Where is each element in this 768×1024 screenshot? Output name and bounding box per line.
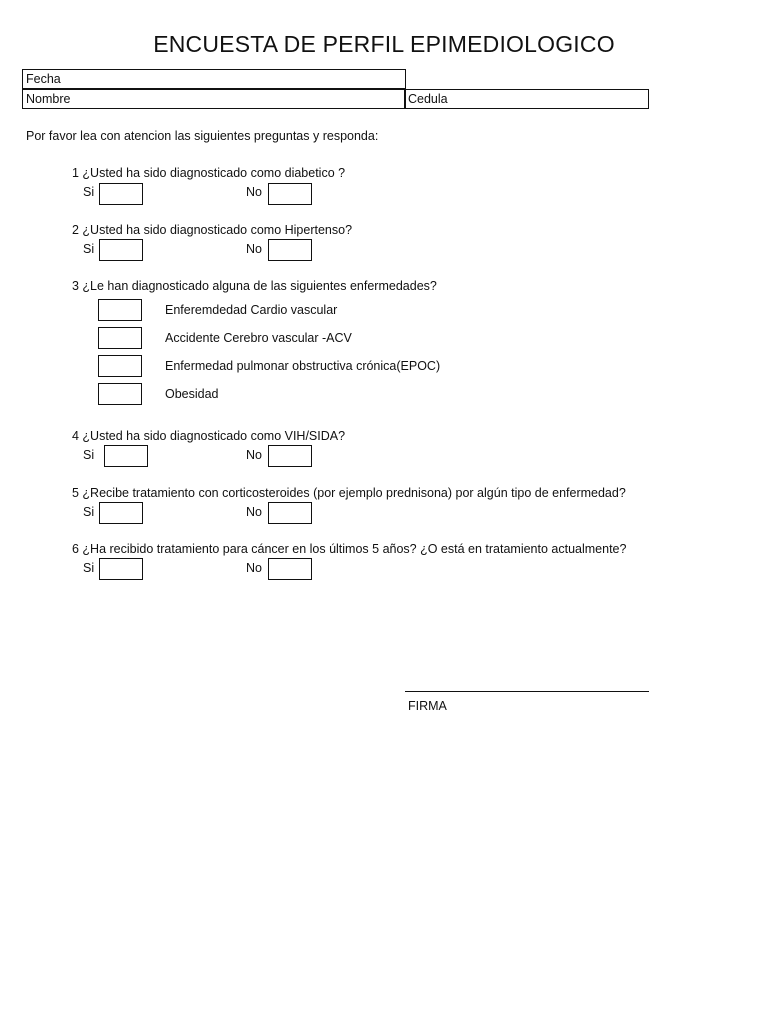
question-4-no-label: No [246,448,262,462]
question-2-no-checkbox[interactable] [268,239,312,261]
fecha-field[interactable] [22,69,406,89]
question-2-yes-label: Si [83,242,95,256]
fecha-label: Fecha [26,72,61,86]
question-1-yes-label: Si [83,185,95,199]
question-5-no-label: No [246,505,262,519]
question-3-option-3-label: Enfermedad pulmonar obstructiva crónica(EPOC) [165,359,441,373]
question-4-yes-label: Si [83,448,95,462]
cedula-field[interactable] [404,89,649,109]
signature-line[interactable] [405,691,649,692]
nombre-label: Nombre [26,92,71,106]
question-3-option-1-label: Enferemdedad Cardio vascular [165,303,338,317]
page-title: ENCUESTA DE PERFIL EPIMEDIOLOGICO [153,31,615,57]
question-3-option-2-label: Accidente Cerebro vascular -ACV [165,331,352,345]
question-6-yes-label: Si [83,561,95,575]
question-1-no-label: No [246,185,262,199]
question-2-text: 2 ¿Usted ha sido diagnosticado como Hipertenso? [72,223,353,237]
question-3-option-2-checkbox[interactable] [98,327,142,349]
signature-label: FIRMA [408,699,447,713]
cedula-label: Cedula [408,92,448,106]
question-1-yes-checkbox[interactable] [99,183,143,205]
question-6-text: 6 ¿Ha recibido tratamiento para cáncer en los últimos 5 años? ¿O está en tratamiento actualmente? [72,542,627,556]
question-1-no-checkbox[interactable] [268,183,312,205]
question-3-text: 3 ¿Le han diagnosticado alguna de las siguientes enfermedades? [72,279,437,293]
question-6-no-label: No [246,561,262,575]
question-4-text: 4 ¿Usted ha sido diagnosticado como VIH/SIDA? [72,429,346,443]
question-6-no-checkbox[interactable] [268,558,312,580]
question-4-yes-checkbox[interactable] [104,445,148,467]
question-6-yes-checkbox[interactable] [99,558,143,580]
question-5-text: 5 ¿Recibe tratamiento con corticosteroides (por ejemplo prednisona) por algún tipo de enfermedad? [72,486,626,500]
nombre-field[interactable] [22,89,406,109]
instructions-text: Por favor lea con atencion las siguientes preguntas y responda: [26,129,379,143]
question-1-text: 1 ¿Usted ha sido diagnosticado como diabetico ? [72,166,346,180]
question-5-no-checkbox[interactable] [268,502,312,524]
question-3-option-3-checkbox[interactable] [98,355,142,377]
question-4-no-checkbox[interactable] [268,445,312,467]
question-3-option-1-checkbox[interactable] [98,299,142,321]
question-5-yes-label: Si [83,505,95,519]
question-2-yes-checkbox[interactable] [99,239,143,261]
question-2-no-label: No [246,242,262,256]
question-3-option-4-label: Obesidad [165,387,219,401]
question-5-yes-checkbox[interactable] [99,502,143,524]
question-3-option-4-checkbox[interactable] [98,383,142,405]
